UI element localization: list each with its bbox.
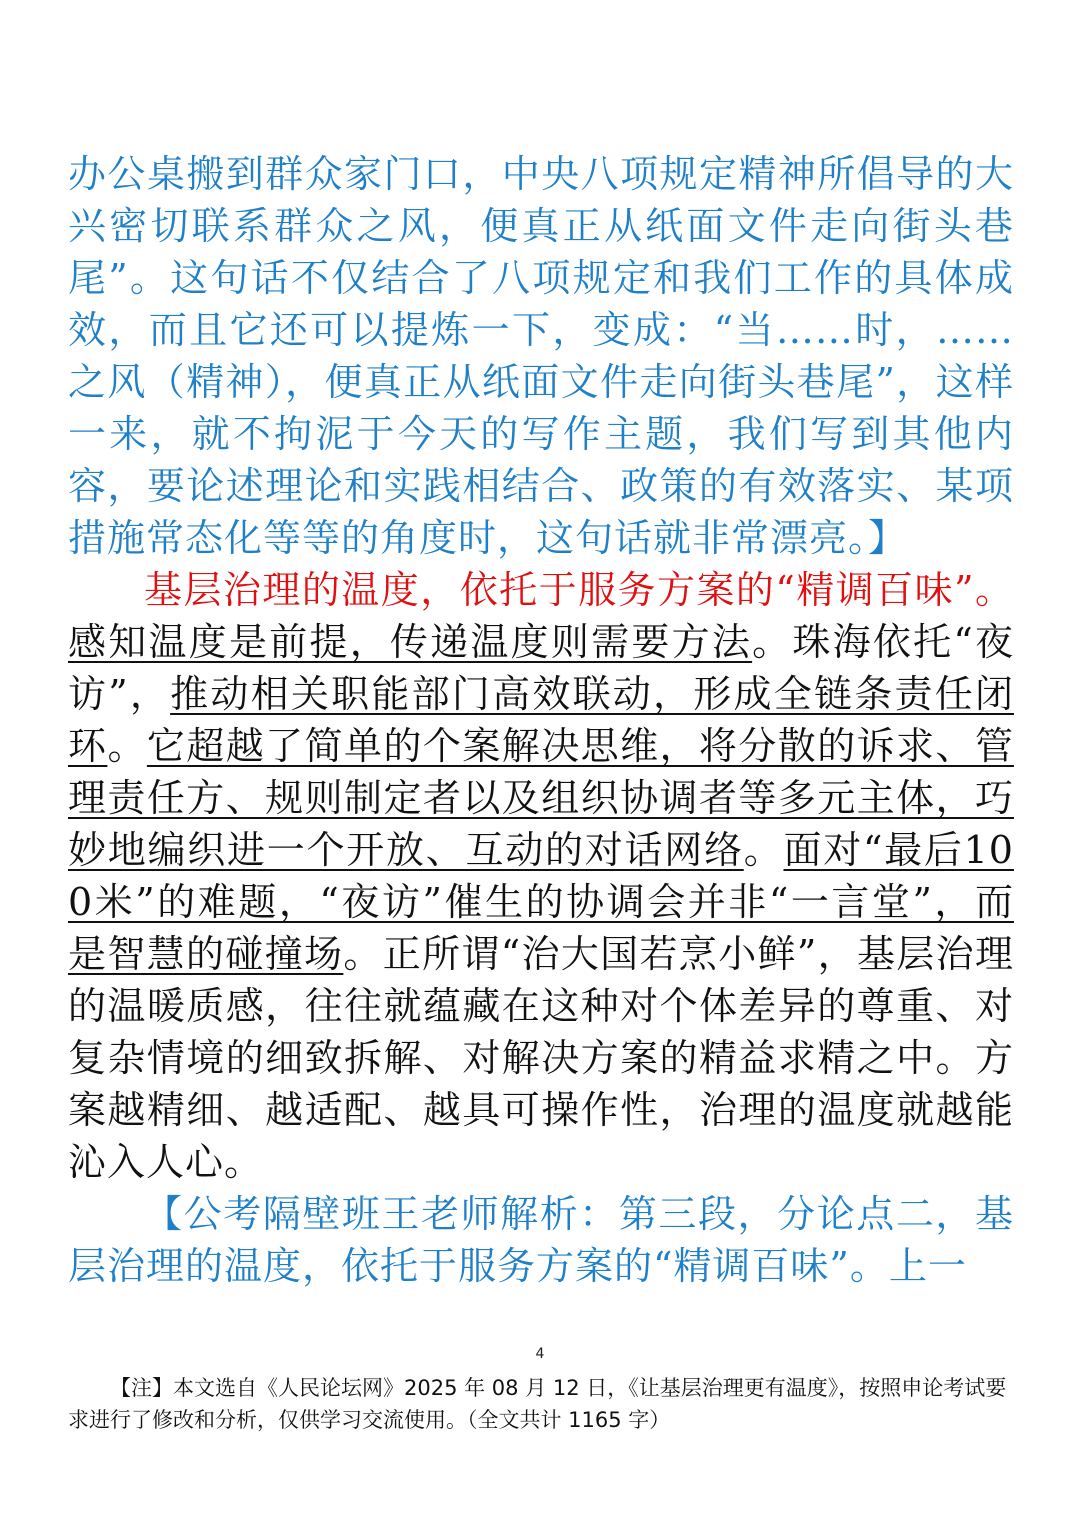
- analysis-paragraph-continued: 办公桌搬到群众家门口，中央八项规定精神所倡导的大兴密切联系群众之风，便真正从纸面文件走向街头巷尾”。这句话不仅结合了八项规定和我们工作的具体成效，而且它还可以提炼一下，变成：“当……时，……之风（精神），便真正从纸面文件走向街头巷尾”，这样一来，就不拘泥于今天的写作主题，我们写到其他内容，要论述理论和实践相结合、政策的有效落实、某项措施常态化等等的角度时，这句话就非常漂亮。】: [68, 152, 1014, 560]
- article-body: [68, 148, 1014, 1292]
- underlined-sentence-1: 感知温度是前提，传递温度则需要方法: [68, 620, 753, 664]
- underlined-sentence-3: 它超越了简单的个案解决思维，将分散的诉求、管理责任方、规则制定者以及组织协调者等多元主体，巧妙地编织进一个开放、互动的对话网络: [68, 724, 1014, 872]
- body-text-4: 。正所谓“治大国若烹小鲜”，基层治理的温暖质感，往往就蕴藏在这种对个体差异的尊重、对复杂情境的细致拆解、对解决方案的精益求精之中。方案越精细、越适配、越具可操作性，治理的温度就越能沁入人心。: [68, 932, 1014, 1184]
- section-paragraph: [68, 564, 1014, 1188]
- analysis-paragraph: 【公考隔壁班王老师解析：第三段，分论点二，基层治理的温度，依托于服务方案的“精调百味”。上一: [68, 1192, 1014, 1288]
- footnote: 【注】本文选自《人民论坛网》2025 年 08 月 12 日，《让基层治理更有温度》，按照申论考试要求进行了修改和分析，仅供学习交流使用。（全文共计 1165 字）: [68, 1376, 1007, 1432]
- body-text-2: 。: [107, 724, 147, 768]
- underlined-sentence-4: 面对“最后100米”的难题，“夜访”催生的协调会并非“一言堂”，而是智慧的碰撞场: [68, 828, 1014, 976]
- body-text-1: 。珠海依托“夜访”，: [68, 620, 1014, 716]
- page-number: 4: [535, 1346, 545, 1362]
- body-text-3: 。: [743, 828, 784, 872]
- section-heading: 基层治理的温度，依托于服务方案的“精调百味”。: [144, 568, 1014, 612]
- underlined-sentence-2: 推动相关职能部门高效联动，形成全链条责任闭环: [68, 672, 1014, 768]
